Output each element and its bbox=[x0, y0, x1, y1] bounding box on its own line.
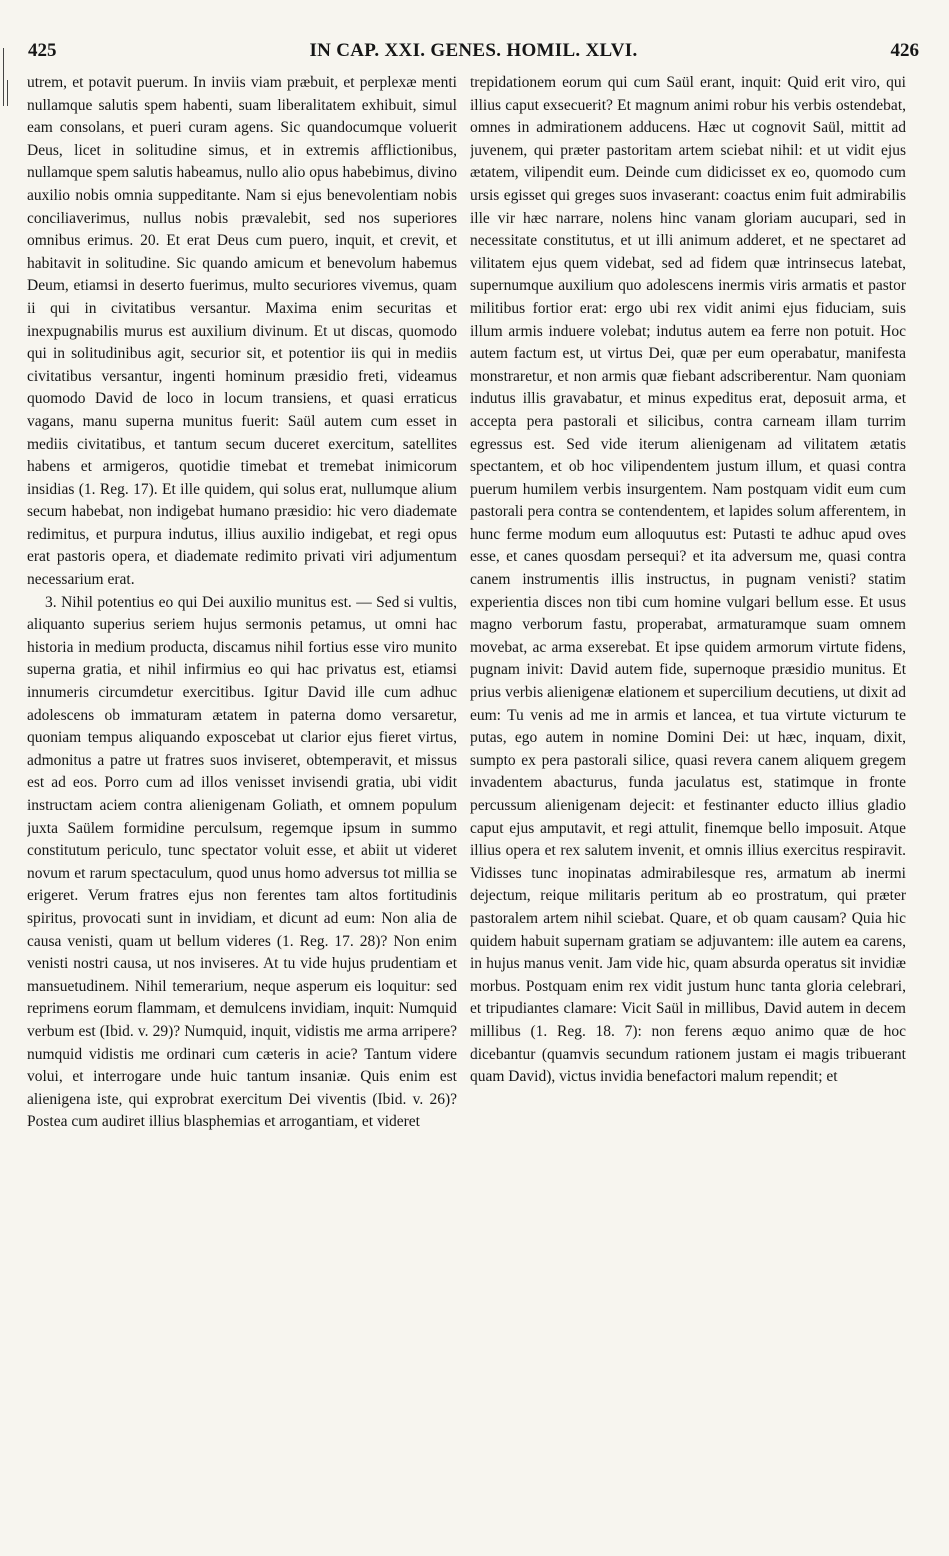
margin-rule bbox=[7, 80, 8, 106]
paragraph: utrem, et potavit puerum. In inviis viam præbuit, et perplexæ menti nullamque salutis spem habenti, suam liberalitatem exhibuit, simul eam consolans, et pueri curam agens. Sic quandocumque voluerit Deus, licet in solitudine simus, et in extremis afflictionibus, nullamque spem salutis habeamus, nullo alio opus habebimus, divino auxilio nobis omnia suppeditante. Nam si ejus benevolentiam nobis conciliaverimus, nullus nobis prævalebit, sed nos superiores omnibus erimus. 20. Et erat Deus cum puero, inquit, et crevit, et habitavit in solitudine. Sic quando amicum et benevolum habemus Deum, etiamsi in deserto fuerimus, multo securiores vivemus, quam ii qui in civitatibus versantur. Maxima enim securitas et inexpugnabilis murus est auxilium divinum. Et ut discas, quomodo qui in solitudinibus agit, securior sit, et potentior iis qui in mediis civitatibus versantur, ingenti hominum præsidio freti, videamus quomodo David de loco in locum transiens, et quasi erraticus vagans, manu superna munitus fuerit: Saül autem cum esset in mediis civitatibus, et tantum secum duceret exercitum, satellites habens et armigeros, quotidie timebat et tremebat inimicorum insidias (1. Reg. 17). Et ille quidem, qui solus erat, nullumque alium secum habebat, non indigebat humano præsidio: hic vero diademate redimitus, et purpura indutus, illius auxilio indigebat, et regi opus erat pastoris opera, et diademate redimito privati viri adjumentum necessarium erat. bbox=[27, 74, 457, 589]
page-number-right: 426 bbox=[890, 40, 919, 61]
running-header bbox=[28, 40, 919, 70]
left-column bbox=[27, 72, 457, 1542]
paragraph: trepidationem eorum qui cum Saül erant, inquit: Quid erit viro, qui illius caput exsecuerit? Et magnum animi robur his verbis ostendebat, omnes in admirationem adducens. Hæc ut cognovit Saül, mittit ad juvenem, qui præter pastoritam artem sciebat nihil: et ut vidit ejus ætatem, vilipendit eum. Deinde cum didicisset ex eo, quomodo cum ursis egisset qui greges suos invaserant: coactus enim fuit admirabilis ille vir hæc narrare, nolens hinc vanam gloriam aucupari, sed in necessitate constitutus, et ut illi animum adderet, et ne spectaret ad vilitatem ejus quem videbat, sed ad fidem quæ intrinsecus latebat, supernumque auxilium quo adolescens inermis viris armatis et pastor militibus fortior erat: ergo ubi rex vidit animi ejus fiduciam, suis illum armis induere volebat; indutus autem ea ferre non potuit. Hoc autem factum est, ut virtus Dei, quæ per eum operabatur, manifesta monstraretur, et non armis quæ fiebant adscriberentur. Nam quoniam indutus illis gravabatur, et minus expeditus erat, deposuit arma, et accepta pera pastorali et silicibus, contra carneam illam turrim egressus est. Sed vide iterum alienigenam ad vilitatem ætatis spectantem, et ob hoc vilipendentem justum illum, et quasi contra puerum humilem verbis insurgentem. Nam postquam vidit eum cum pastorali pera contra se contendentem, et lapides solum afferentem, in hunc ferme modum eum alloquutus est: Putasti te adhuc apud oves esse, et canes quosdam persequi? et ita adversum me, quasi contra canem instrumentis illis instructus, in pugnam venisti? statim experientia disces non tibi cum homine vulgari bellum esse. Et usus magno verborum fastu, properabat, armaturamque suam omnem movebat, ac arma exserebat. Et ipse quidem armorum virtute fidens, pugnam inivit: David autem fide, supernoque præsidio munitus. Et prius verbis alienigenæ elationem et supercilium decutiens, ut dixit ad eum: Tu venis ad me in armis et lancea, et tua virtute victurum te putas, ego autem in nomine Domini Dei: ut hæc, inquam, dixit, sumpto ex pera pastorali silice, quasi revera canem aliquem gregem invadentem abacturus, funda jaculatus est, statimque in fronte percussum alienigenam dejecit: et festinanter educto illius gladio caput ejus amputavit, et regi attulit, finemque bello imposuit. Atque illius opera et rex salutem invenit, et omnis illius exercitus respiravit. Vidisses tunc inopinatas admirabilesque res, armatum ab inermi dejectum, reique militaris peritum ab eo prostratum, qui præter pastoralem artem nihil sciebat. Quare, et ob quam causam? Quia hic quidem habuit supernam gratiam se adjuvantem: ille autem ea carens, in hujus manus venit. Jam vide hic, quam absurda operatus sit invidiæ morbus. Postquam enim rex vidit justum hunc tanta gloria celebrari, et tripudiantes clamare: Vicit Saül in millibus, David autem in decem millibus (1. Reg. 18. 7): non ferens æquo animo quæ de hoc dicebantur (quamvis secundum rationem justam ei magis tribuerant quam David), victus invidia benefactori malum rependit; et bbox=[470, 74, 906, 1086]
running-title: IN CAP. XXI. GENES. HOMIL. XLVI. bbox=[309, 40, 638, 61]
paragraph: 3. Nihil potentius eo qui Dei auxilio munitus est. — Sed si vultis, aliquanto superius seriem hujus sermonis petamus, ut omni hac historia in medium producta, discamus nihil fortius esse viro munito superna gratia, et nihil infirmius eo qui hac privatus est, etiamsi innumeris circumdetur exercitibus. Igitur David ille cum adhuc adolescens ob immaturam ætatem in paterna domo versaretur, quoniam tempus aliquando exposcebat ut clarior ejus fieret virtus, admonitus a patre ut fratres suos inviseret, obtemperavit, et missus est ad eos. Porro cum ad illos venisset invisendi gratia, ubi vidit instructam aciem contra alienigenam Goliath, et omnem populum juxta Saülem formidine perculsum, regemque ipsum in summo constitutum periculo, tunc spectator voluit esse, et abiit ut videret novum et rarum spectaculum, quod unus homo adversus tot millia se erigeret. Verum fratres ejus non ferentes tam altos fortitudinis spiritus, provocati sunt in invidiam, et dicunt ad eum: Non alia de causa venisti, quam ut bellum videres (1. Reg. 17. 28)? Non enim venisti nostri causa, ut nos inviseres. At tu vide hujus prudentiam et mansuetudinem. Nihil temerarium, neque asperum eis loquitur: sed reprimens eorum flammam, et demulcens invidiam, inquit: Numquid verbum est (Ibid. v. 29)? Numquid, inquit, vidistis me arma arripere? numquid vidistis me ordinari cum cæteris in acie? Tantum videre volui, et interrogare unde huic tantum insaniæ. Quis enim est alienigena iste, qui exprobrat exercitum Dei viventis (Ibid. v. 26)? Postea cum audiret illius blasphemias et arrogantiam, et videret bbox=[27, 593, 457, 1131]
page-number-left: 425 bbox=[28, 40, 57, 61]
margin-rule bbox=[3, 48, 4, 106]
right-column bbox=[470, 72, 906, 1542]
